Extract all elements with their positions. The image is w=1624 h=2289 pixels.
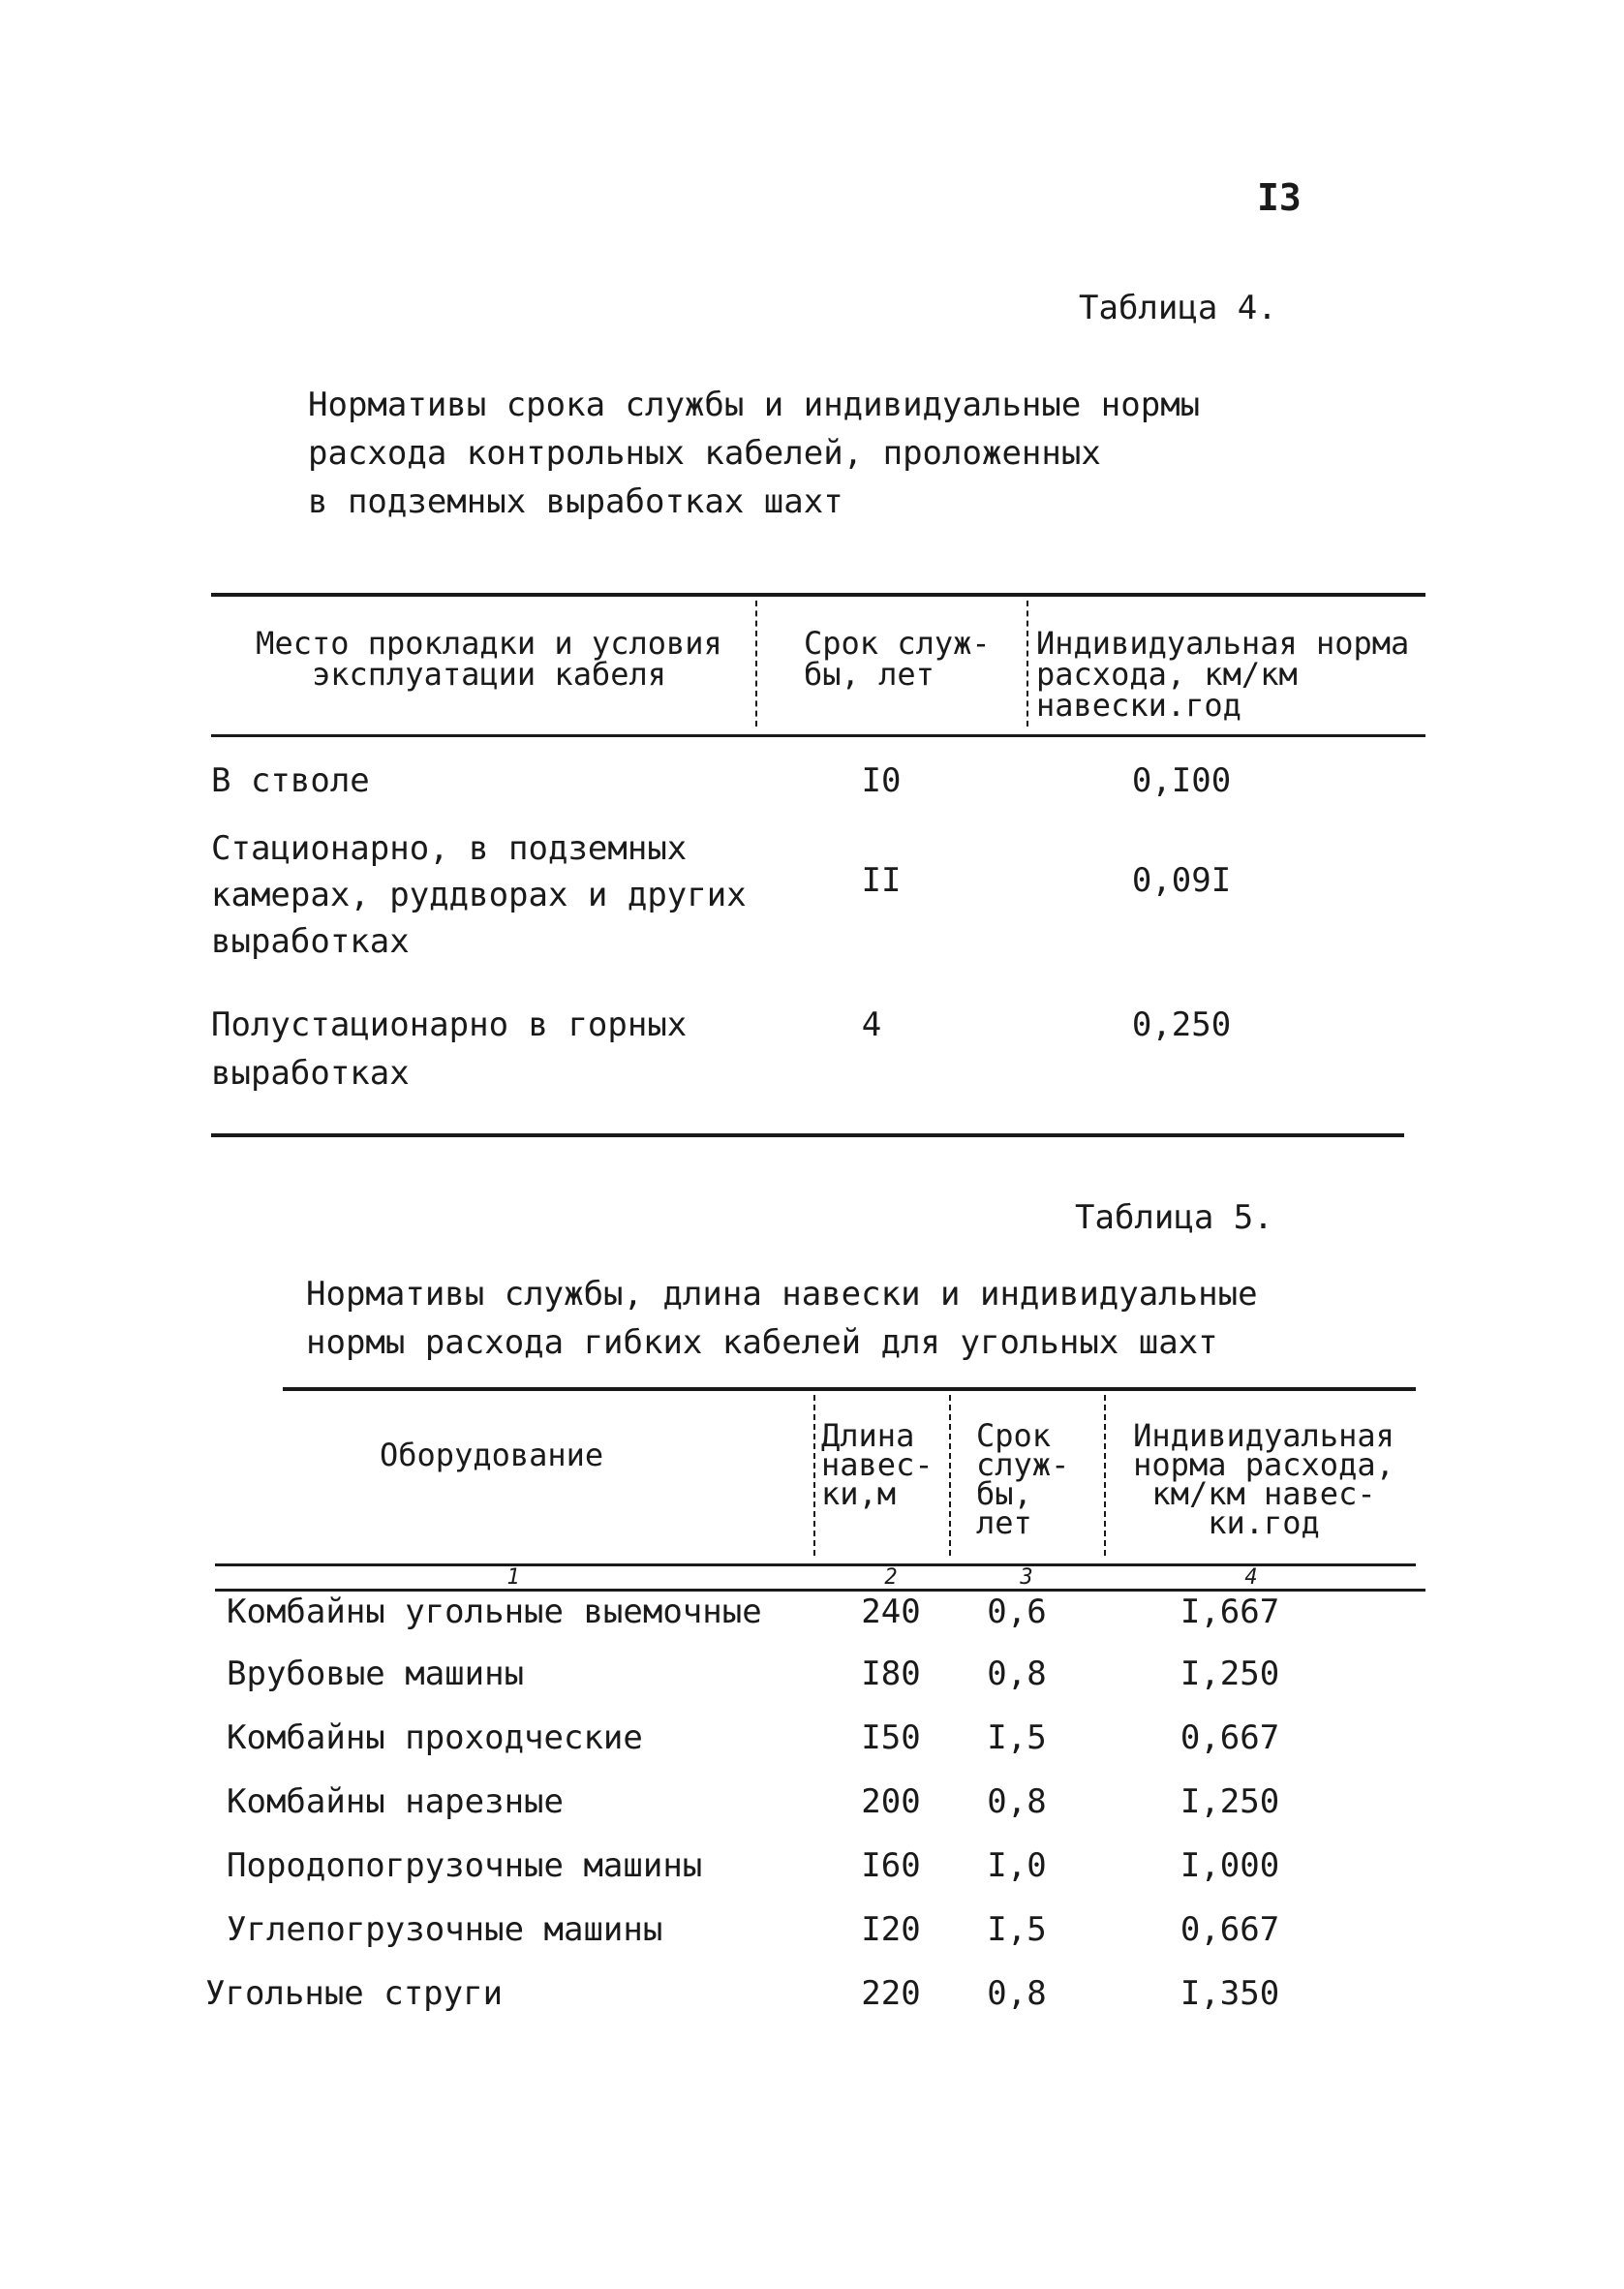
table4-title-line: расхода контрольных кабелей, проложенных xyxy=(308,434,1101,473)
table5-title-line: нормы расхода гибких кабелей для угольных шахт xyxy=(306,1323,1218,1362)
table5-top-rule xyxy=(283,1387,1416,1391)
table5-cell-equipment: Породопогрузочные машины xyxy=(227,1846,703,1885)
table4-col-separator xyxy=(755,601,757,727)
header-line: эксплуатации кабеля xyxy=(311,656,667,693)
column-number: 1 xyxy=(506,1565,520,1590)
table5-cell-equipment: Угольные струги xyxy=(205,1974,504,2013)
table5-cell-norm: 0,667 xyxy=(1180,1718,1280,1757)
table5-cell-length: 200 xyxy=(861,1782,921,1821)
table5-col-separator xyxy=(949,1395,951,1556)
table5-cell-length: I50 xyxy=(861,1718,921,1757)
table5-cell-equipment: Врубовые машины xyxy=(227,1655,525,1693)
table5-cell-life: 0,8 xyxy=(987,1782,1047,1821)
table4-top-rule xyxy=(211,593,1425,597)
header-line: ки.год xyxy=(1208,1504,1320,1541)
header-line: служ- xyxy=(976,1446,1070,1483)
table5-header-rule xyxy=(215,1563,1416,1566)
table5-cell-life: 0,8 xyxy=(987,1655,1047,1693)
table5-cell-length: 240 xyxy=(861,1593,921,1631)
table4-cell-norm: 0,09I xyxy=(1131,861,1232,900)
header-line: бы, лет xyxy=(804,656,935,693)
table5-cell-norm: I,000 xyxy=(1180,1846,1280,1885)
table4-cell-place: Полустационарно в горных xyxy=(211,1005,688,1044)
header-line: расхода, км/км xyxy=(1036,656,1298,693)
header-line: Срок xyxy=(976,1417,1052,1454)
column-number: 3 xyxy=(1020,1565,1033,1590)
table5-header-equipment: Оборудование xyxy=(380,1437,604,1473)
table5-cell-length: 220 xyxy=(861,1974,921,2013)
table5-cell-norm: 0,667 xyxy=(1180,1910,1280,1949)
header-line: Срок служ- xyxy=(804,625,991,662)
table5-cell-life: 0,8 xyxy=(987,1974,1047,2013)
table4-cell-life: 4 xyxy=(861,1005,882,1044)
table5-cell-norm: I,667 xyxy=(1180,1593,1280,1631)
table4-bottom-rule xyxy=(211,1133,1404,1137)
table4-cell-place: В стволе xyxy=(211,761,370,800)
table4-cell-life: II xyxy=(861,861,902,900)
table4-cell-place: Стационарно, в подземных xyxy=(211,829,688,868)
header-line: бы, xyxy=(976,1475,1032,1512)
header-line: лет xyxy=(976,1504,1032,1541)
table5-cell-norm: I,350 xyxy=(1180,1974,1280,2013)
column-number: 4 xyxy=(1244,1565,1258,1590)
table5-cell-life: I,5 xyxy=(987,1718,1047,1757)
table4-title-line: в подземных выработках шахт xyxy=(308,482,843,521)
table4-cell-place: камерах, руддворах и других xyxy=(211,876,747,914)
table4-col-separator xyxy=(1026,601,1028,727)
table5-cell-norm: I,250 xyxy=(1180,1655,1280,1693)
table5-cell-equipment: Комбайны угольные выемочные xyxy=(227,1593,762,1631)
table5-col-separator xyxy=(1104,1395,1106,1556)
table5-cell-life: I,5 xyxy=(987,1910,1047,1949)
table5-cell-norm: I,250 xyxy=(1180,1782,1280,1821)
table5-cell-equipment: Комбайны проходческие xyxy=(227,1718,643,1757)
table5-cell-length: I60 xyxy=(861,1846,921,1885)
table5-cell-life: I,0 xyxy=(987,1846,1047,1885)
header-line: Место прокладки и условия xyxy=(256,625,722,662)
table5-cell-equipment: Комбайны нарезные xyxy=(227,1782,564,1821)
table4-label: Таблица 4. xyxy=(1079,289,1277,327)
column-number: 2 xyxy=(884,1565,898,1590)
table4-cell-place: выработках xyxy=(211,1054,410,1093)
table5-cell-equipment: Углепогрузочные машины xyxy=(227,1910,663,1949)
header-line: Индивидуальная норма xyxy=(1036,625,1410,662)
page-number: I3 xyxy=(1257,176,1302,219)
table4-cell-life: I0 xyxy=(861,761,902,800)
header-line: км/км навес- xyxy=(1151,1475,1376,1512)
header-line: норма расхода, xyxy=(1133,1446,1394,1483)
table5-label: Таблица 5. xyxy=(1075,1198,1273,1237)
header-line: ки,м xyxy=(821,1475,897,1512)
header-line: навески.год xyxy=(1036,687,1241,724)
table4-cell-norm: 0,I00 xyxy=(1131,761,1232,800)
header-line: Длина xyxy=(821,1417,915,1454)
header-line: Индивидуальная xyxy=(1133,1417,1394,1454)
table4-header-rule xyxy=(211,734,1425,737)
table4-cell-norm: 0,250 xyxy=(1131,1005,1232,1044)
table5-col-separator xyxy=(813,1395,815,1556)
table4-title-line: Нормативы срока службы и индивидуальные нормы xyxy=(308,386,1201,424)
table5-cell-length: I20 xyxy=(861,1910,921,1949)
header-line: навес- xyxy=(821,1446,934,1483)
table5-title-line: Нормативы службы, длина навески и индивидуальные xyxy=(306,1275,1258,1314)
table4-cell-place: выработках xyxy=(211,922,410,961)
table5-cell-life: 0,6 xyxy=(987,1593,1047,1631)
table5-cell-length: I80 xyxy=(861,1655,921,1693)
